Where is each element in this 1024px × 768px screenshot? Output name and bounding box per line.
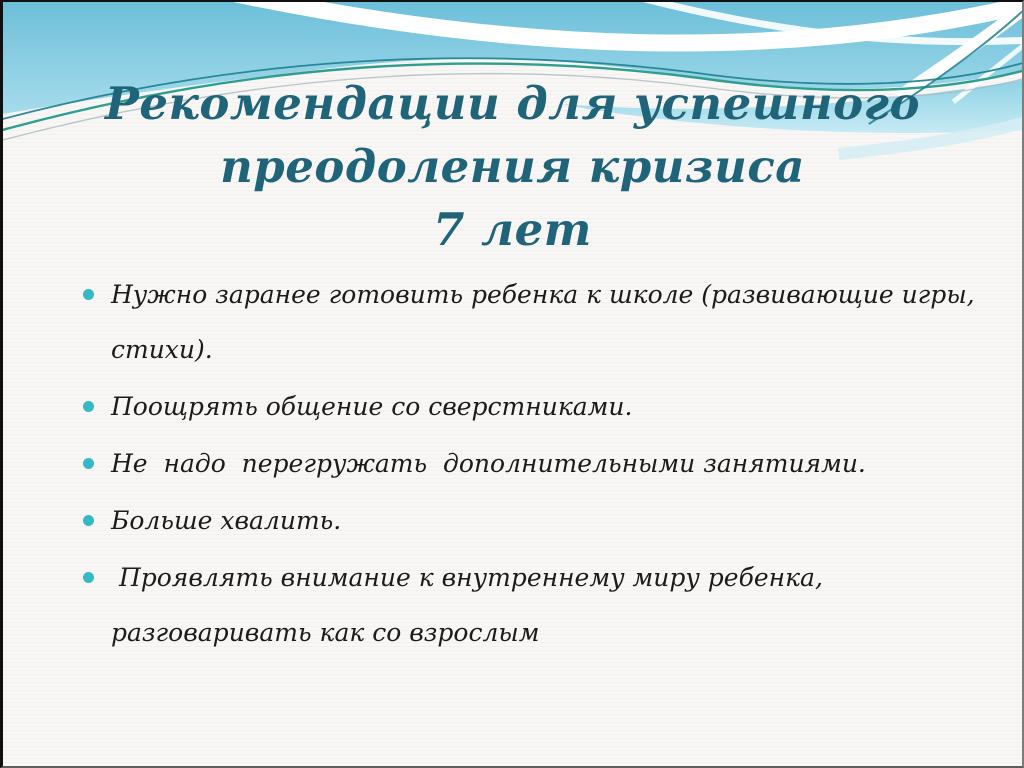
title-line-2: преодоления кризиса [220, 140, 805, 193]
bullet-text: Поощрять общение со сверстниками. [111, 392, 633, 421]
list-item [83, 550, 994, 660]
bullet-text: Нужно заранее готовить ребенка к школе (развивающие игры, стихи). [111, 280, 983, 364]
title-line-1: Рекомендации для успешного [105, 77, 920, 130]
bullet-text: Проявлять внимание к внутреннему миру ребенка, разговаривать как со взрослым [111, 563, 831, 647]
list-item [83, 379, 994, 434]
list-item [83, 493, 994, 548]
bullet-text: Больше хвалить. [111, 506, 342, 535]
bullet-icon [83, 401, 94, 412]
slide-content [3, 2, 1022, 660]
bullet-text: Не надо перегружать дополнительными занятиями. [111, 449, 866, 478]
bullet-icon [83, 458, 94, 469]
bullet-list [3, 267, 1022, 660]
list-item [83, 436, 994, 491]
bullet-icon [83, 515, 94, 526]
bullet-icon [83, 289, 94, 300]
list-item [83, 267, 994, 377]
slide-title [3, 2, 1022, 261]
bullet-icon [83, 572, 94, 583]
title-line-3: 7 лет [433, 203, 592, 256]
